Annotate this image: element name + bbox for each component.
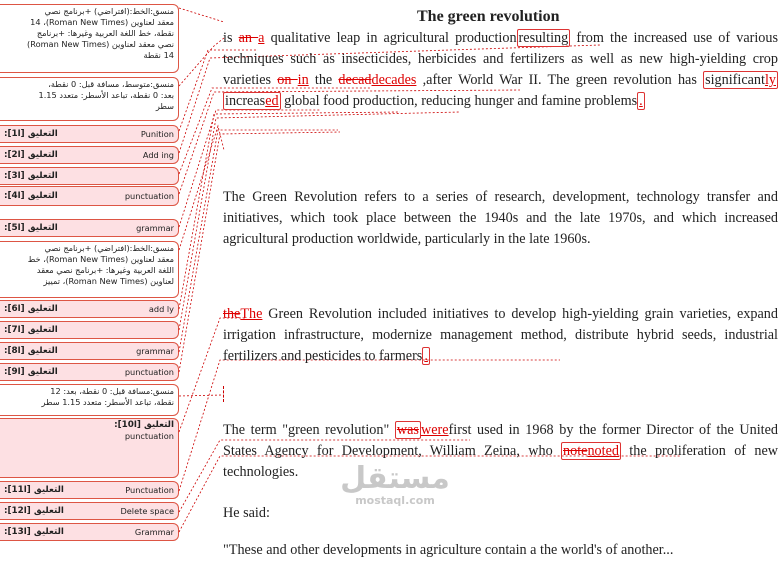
paragraph-1[interactable] xyxy=(223,28,778,112)
format-line: معقد لعناوين (Roman New Times)، خط xyxy=(27,254,174,264)
format-line: نقطة، خط اللغة العربية وغيرها: +برنامج xyxy=(36,28,174,38)
text-cursor-mark xyxy=(223,386,224,402)
comment-label: التعليق [ا3]: xyxy=(4,170,58,181)
format-line: منسق:متوسط، مسافة قبل: 0 نقطة، xyxy=(48,79,174,89)
inserted-text[interactable]: ed xyxy=(265,93,279,109)
text-run: Green Revolution included initiatives to develop high-yielding grain varieties, expand irrigation infrastructure, modernize management method, distribute hybrid seeds, industrial fertilizers and pesticides to farmers xyxy=(223,306,778,364)
inserted-text[interactable]: ly xyxy=(764,72,776,88)
inserted-text[interactable]: . xyxy=(639,93,643,109)
inserted-text[interactable]: in xyxy=(297,72,309,88)
paragraph-6[interactable]: "These and other developments in agriculture contain a the world's of another... xyxy=(223,542,674,558)
inserted-text[interactable]: . xyxy=(424,348,428,364)
format-line: منسق:الخط:(افتراضي) +برنامج نصي xyxy=(44,243,174,253)
deleted-text[interactable]: note xyxy=(563,443,588,459)
format-line: لعناوين (Roman New Times)، تمييز xyxy=(43,276,174,286)
comment-text: grammar xyxy=(136,345,174,356)
format-line: نقطة، تباعد الأسطر: متعدد 1.15 سطر xyxy=(41,397,174,407)
inserted-text[interactable]: a xyxy=(258,30,265,46)
comment-text: punctuation xyxy=(124,431,174,441)
inserted-text[interactable]: were xyxy=(420,422,449,438)
comment-text: Punctuation xyxy=(125,484,174,495)
deleted-text[interactable]: the xyxy=(223,306,241,322)
format-line: منسق:الخط:(افتراضي) +برنامج نصي xyxy=(44,6,174,16)
comment-text: Grammar xyxy=(134,526,174,537)
text-run: the xyxy=(308,72,339,88)
comment-text: punctuation xyxy=(124,190,174,201)
format-line: سطر xyxy=(155,101,174,111)
text-run: ,after World War II. The green revolution has xyxy=(416,72,704,88)
text-run: qualitative leap in agricultural production xyxy=(264,30,517,46)
text-run: first used in 1968 by the former Director of the United States Agency for Development, William Zeina, who xyxy=(223,422,779,459)
paragraph-5[interactable]: He said: xyxy=(223,505,270,521)
watermark-latin: mostaql.com xyxy=(355,494,435,507)
paragraph-3[interactable] xyxy=(223,304,778,367)
text-run: the proliferation of new technologies. xyxy=(223,443,778,480)
format-line: معقد لعناوين (Roman New Times)، 14 xyxy=(30,17,174,27)
comment-label: التعليق [ا6]: xyxy=(4,303,58,314)
comment-text: punctuation xyxy=(124,366,174,377)
comment-label: التعليق [ا13]: xyxy=(4,526,64,537)
deleted-text[interactable]: an xyxy=(238,30,259,46)
comment-text: grammar xyxy=(136,222,174,233)
comment-label: التعليق [ا12]: xyxy=(4,505,64,516)
comment-label: التعليق [ا1]: xyxy=(4,128,58,139)
commented-word[interactable] xyxy=(561,442,621,460)
commented-word[interactable] xyxy=(395,421,421,439)
comment-text: Punition xyxy=(140,128,174,139)
comment-label: التعليق [ا2]: xyxy=(4,149,58,160)
inserted-text[interactable]: The xyxy=(240,306,263,322)
format-line: 14 نقطة xyxy=(143,50,174,60)
deleted-text[interactable]: on xyxy=(277,72,298,88)
document-title[interactable]: The green revolution xyxy=(417,8,560,25)
format-line: منسق:مسافة قبل: 0 نقطة، بعد: 12 xyxy=(50,386,174,396)
comment-text: add ly xyxy=(148,303,174,314)
commented-word[interactable]: resulting xyxy=(518,30,569,46)
format-line: نصي معقد لعناوين (Roman New Times) xyxy=(27,39,174,49)
text-run: is xyxy=(223,30,239,46)
text-run: global food production, reducing hunger and famine problems xyxy=(280,93,638,109)
comment-text: Delete space xyxy=(120,505,174,516)
paragraph-4[interactable] xyxy=(223,420,778,483)
text-run: increas xyxy=(225,93,266,109)
text-run: The term "green revolution" xyxy=(223,422,395,438)
comment-label: التعليق [ا7]: xyxy=(4,324,58,335)
watermark-arabic: مستقل xyxy=(340,461,450,496)
comment-label: التعليق [ا10]: xyxy=(114,420,174,430)
paragraph-2[interactable]: The Green Revolution refers to a series of research, development, technology transfer and initiatives, which took place between the 1940s and the late 1970s, and which increased agricultural production worldwide, particularly in the late 1960s. xyxy=(223,189,778,247)
commented-word[interactable] xyxy=(703,71,778,89)
comment-label: التعليق [ا4]: xyxy=(4,190,58,201)
deleted-text[interactable]: decad xyxy=(338,72,372,88)
comment-text: Add ing xyxy=(142,149,174,160)
comment-label: التعليق [ا8]: xyxy=(4,345,58,356)
format-line: بعد: 0 نقطة، تباعد الأسطر: متعدد 1.15 xyxy=(38,90,174,100)
text-run: from the increased use of various techniques such as insecticides, herbicides and fertilizers as well as new high-yielding crop varieties xyxy=(223,30,778,88)
comment-label: التعليق [ا5]: xyxy=(4,222,58,233)
inserted-text[interactable]: decades xyxy=(371,72,417,88)
text-run: significant xyxy=(705,72,765,88)
deleted-text[interactable]: was xyxy=(396,422,419,438)
inserted-text[interactable]: noted xyxy=(587,443,619,459)
format-line: اللغة العربية وغيرها: +برنامج نصي معقد xyxy=(36,265,174,275)
comment-label: التعليق [ا11]: xyxy=(4,484,64,495)
watermark-logo xyxy=(340,463,450,507)
comment-label: التعليق [ا9]: xyxy=(4,366,58,377)
commented-word[interactable] xyxy=(223,92,281,110)
